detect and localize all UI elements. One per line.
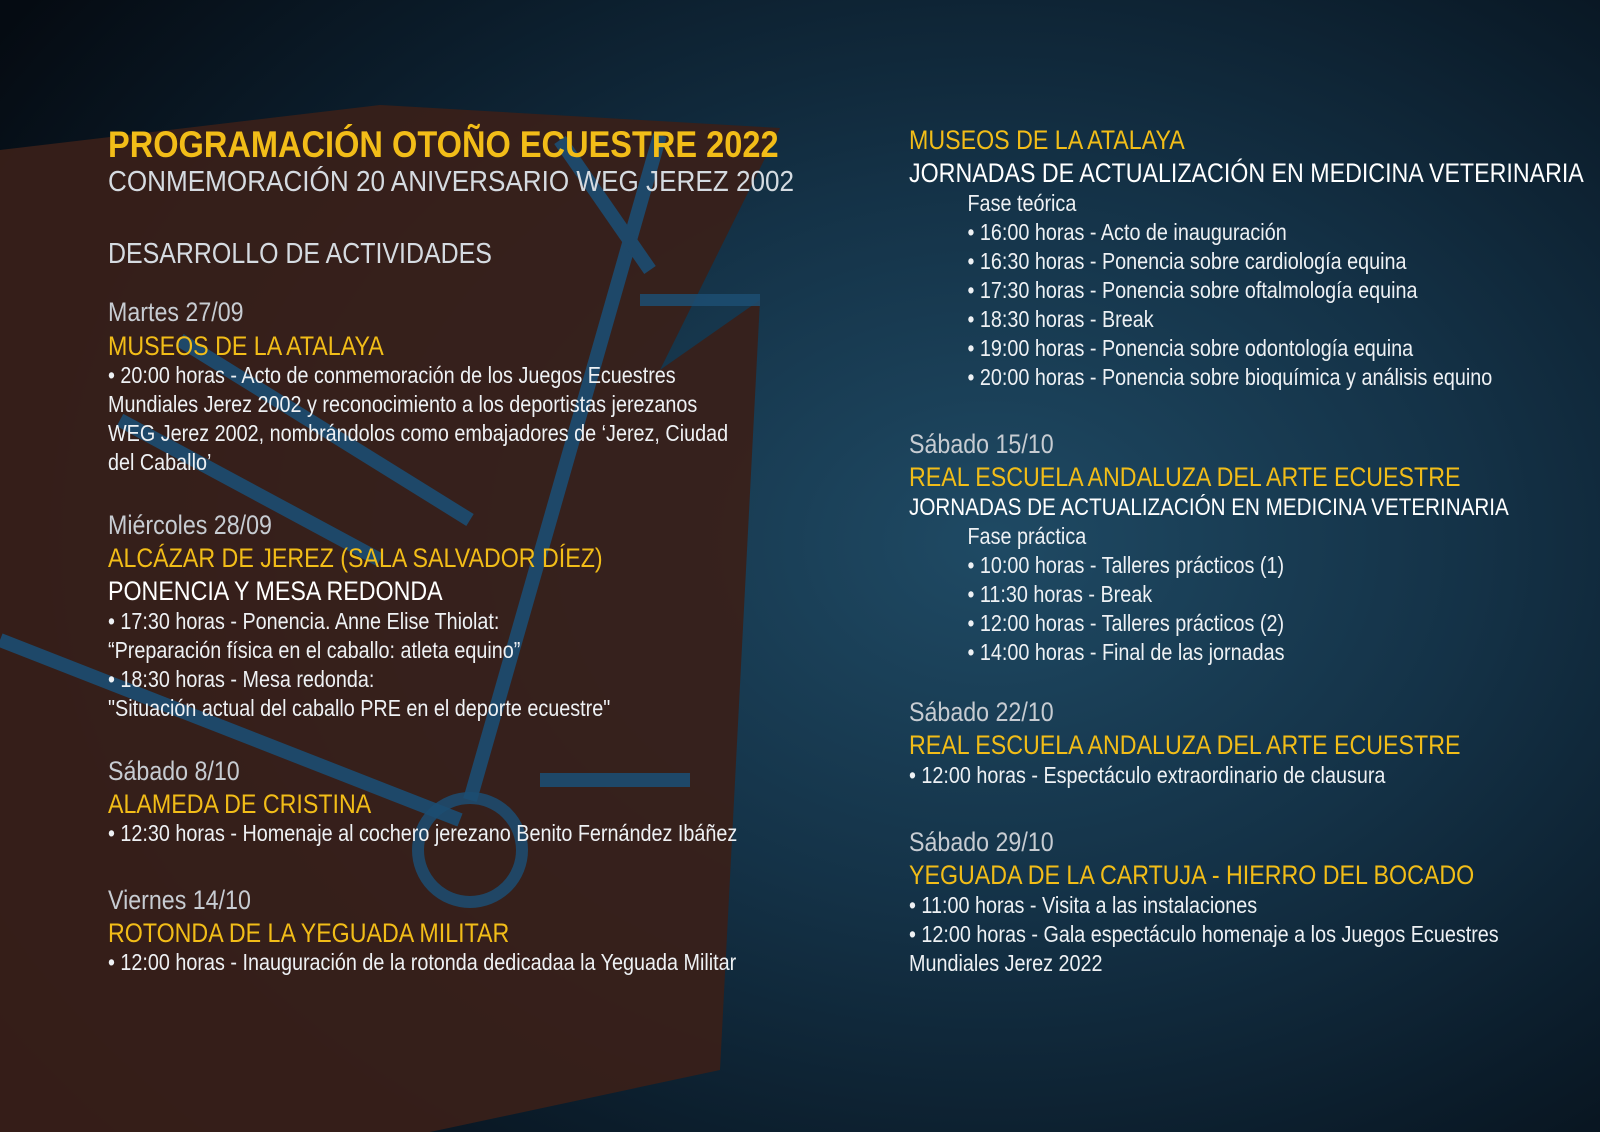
event-text: • 17:30 horas - Ponencia. Anne Elise Thiolat: bbox=[108, 608, 500, 634]
event-text: • 18:30 horas - Mesa redonda: bbox=[108, 666, 375, 692]
event-text: • 11:00 horas - Visita a las instalaciones bbox=[909, 892, 1258, 918]
schedule-item: • 11:30 horas - Break bbox=[967, 581, 1153, 607]
event-text: • 12:00 horas - Gala espectáculo homenaje a los Juegos Ecuestres bbox=[909, 921, 1499, 947]
event-venue: REAL ESCUELA ANDALUZA DEL ARTE ECUESTRE bbox=[909, 730, 1461, 760]
event-heading: JORNADAS DE ACTUALIZACIÓN EN MEDICINA VETERINARIA bbox=[909, 158, 1584, 188]
schedule-item: • 19:00 horas - Ponencia sobre odontología equina bbox=[967, 335, 1414, 361]
event-venue: YEGUADA DE LA CARTUJA - HIERRO DEL BOCADO bbox=[909, 860, 1475, 890]
schedule-item: • 10:00 horas - Talleres prácticos (1) bbox=[967, 552, 1285, 578]
event-text: • 12:30 horas - Homenaje al cochero jerezano Benito Fernández Ibáñez bbox=[108, 820, 738, 846]
event-text: WEG Jerez 2002, nombrándolos como embajadores de ‘Jerez, Ciudad bbox=[108, 420, 729, 446]
event-heading: JORNADAS DE ACTUALIZACIÓN EN MEDICINA VETERINARIA bbox=[909, 494, 1509, 521]
event-date: Sábado 22/10 bbox=[909, 697, 1054, 727]
schedule-item: • 20:00 horas - Ponencia sobre bioquímica y análisis equino bbox=[967, 364, 1493, 390]
event-venue: MUSEOS DE LA ATALAYA bbox=[108, 331, 384, 361]
event-text: del Caballo’ bbox=[108, 449, 212, 475]
schedule-item: • 18:30 horas - Break bbox=[967, 306, 1154, 332]
schedule-item: • 14:00 horas - Final de las jornadas bbox=[967, 639, 1285, 665]
event-date: Miércoles 28/09 bbox=[108, 510, 272, 540]
event-venue: ROTONDA DE LA YEGUADA MILITAR bbox=[108, 918, 510, 948]
section-heading: DESARROLLO DE ACTIVIDADES bbox=[108, 238, 492, 270]
event-date: Martes 27/09 bbox=[108, 297, 244, 327]
event-venue: ALCÁZAR DE JEREZ (SALA SALVADOR DÍEZ) bbox=[108, 543, 603, 573]
event-date: Sábado 15/10 bbox=[909, 429, 1054, 459]
event-date: Viernes 14/10 bbox=[108, 885, 251, 915]
event-text: • 12:00 horas - Inauguración de la rotonda dedicadaa la Yeguada Militar bbox=[108, 949, 737, 975]
event-heading: PONENCIA Y MESA REDONDA bbox=[108, 576, 443, 606]
event-text: • 20:00 horas - Acto de conmemoración de los Juegos Ecuestres bbox=[108, 362, 676, 388]
event-venue: ALAMEDA DE CRISTINA bbox=[108, 789, 372, 819]
event-date: Sábado 8/10 bbox=[108, 756, 240, 786]
event-text: Mundiales Jerez 2022 bbox=[909, 950, 1103, 976]
event-phase: Fase teórica bbox=[967, 190, 1077, 216]
schedule-item: • 16:30 horas - Ponencia sobre cardiología equina bbox=[967, 248, 1407, 274]
schedule-item: • 12:00 horas - Talleres prácticos (2) bbox=[967, 610, 1285, 636]
event-venue: MUSEOS DE LA ATALAYA bbox=[909, 125, 1185, 155]
event-phase: Fase práctica bbox=[967, 523, 1087, 549]
event-text: “Preparación física en el caballo: atleta equino” bbox=[108, 637, 521, 663]
event-date: Sábado 29/10 bbox=[909, 827, 1054, 857]
event-text: Mundiales Jerez 2002 y reconocimiento a los deportistas jerezanos bbox=[108, 391, 698, 417]
schedule-item: • 16:00 horas - Acto de inauguración bbox=[967, 219, 1287, 245]
schedule-item: • 17:30 horas - Ponencia sobre oftalmología equina bbox=[967, 277, 1418, 303]
event-text: "Situación actual del caballo PRE en el deporte ecuestre" bbox=[108, 695, 611, 721]
program-subtitle: CONMEMORACIÓN 20 ANIVERSARIO WEG JEREZ 2002 bbox=[108, 166, 795, 198]
event-venue: REAL ESCUELA ANDALUZA DEL ARTE ECUESTRE bbox=[909, 462, 1461, 492]
program-title: PROGRAMACIÓN OTOÑO ECUESTRE 2022 bbox=[108, 124, 779, 165]
event-text: • 12:00 horas - Espectáculo extraordinario de clausura bbox=[909, 762, 1386, 788]
